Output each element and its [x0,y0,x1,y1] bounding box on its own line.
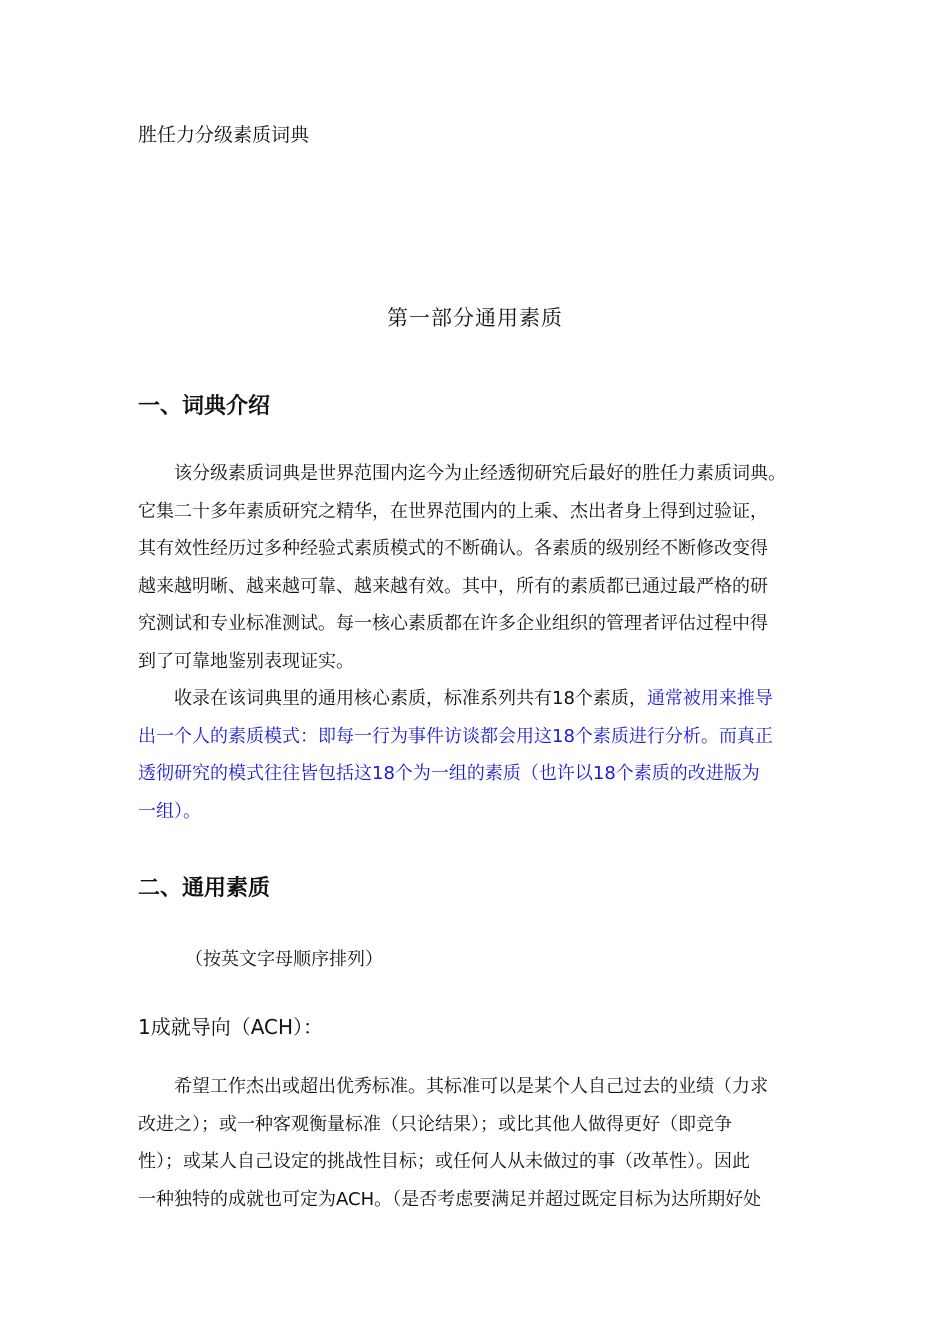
paragraph-line: 一种独特的成就也可定为ACH。（是否考虑要满足并超过既定目标为达所期好处 [138,1188,762,1210]
paragraph-line [138,680,818,718]
highlighted-line: 出一个人的素质模式：即每一行为事件访谈都会用这18个素质进行分析。而真正 [138,725,773,747]
paragraph-line: 其有效性经历过多种经验式素质模式的不断确认。各素质的级别经不断修改变得 [138,538,768,560]
paragraph-line: 越来越明晰、越来越可靠、越来越有效。其中，所有的素质都已通过最严格的研 [138,575,768,597]
section-heading-intro: 一、词典介绍 [138,394,271,419]
intro-paragraph-2 [138,680,818,830]
ordering-note: （按英文字母顺序排列） [185,949,383,970]
paragraph-line: 改进之）；或一种客观衡量标准（只论结果）；或比其他人做得更好（即竞争 [138,1113,732,1135]
item-heading-ach: 1成就导向（ACH）： [138,1015,324,1039]
paragraph-line: 性）；或某人自己设定的挑战性目标；或任何人从未做过的事（改革性）。因此 [138,1151,750,1173]
paragraph-line: 究测试和专业标准测试。每一核心素质都在许多企业组织的管理者评估过程中得 [138,613,768,635]
document-title: 胜任力分级素质词典 [138,124,310,146]
paragraph-line: 希望工作杰出或超出优秀标准。其标准可以是某个人自己过去的业绩（力求 [174,1076,768,1097]
highlighted-text: 通常被用来推导 [646,688,773,709]
part-title: 第一部分通用素质 [387,306,563,330]
paragraph-line: 它集二十多年素质研究之精华，在世界范围内的上乘、杰出者身上得到过验证， [138,500,768,522]
intro-paragraph-1 [138,455,818,681]
paragraph-line: 到了可靠地鉴别表现证实。 [138,650,354,672]
section-heading-general: 二、通用素质 [138,876,271,901]
paragraph-line: 该分级素质词典是世界范围内迄今为止经透彻研究后最好的胜任力素质词典。 [174,463,786,484]
highlighted-line: 一组）。 [138,800,201,822]
paragraph-text: 收录在该词典里的通用核心素质，标准系列共有18个素质， [174,688,647,709]
ach-paragraph [138,1068,818,1218]
highlighted-line: 透彻研究的模式往往皆包括这18个为一组的素质（也许以18个素质的改进版为 [138,763,760,785]
